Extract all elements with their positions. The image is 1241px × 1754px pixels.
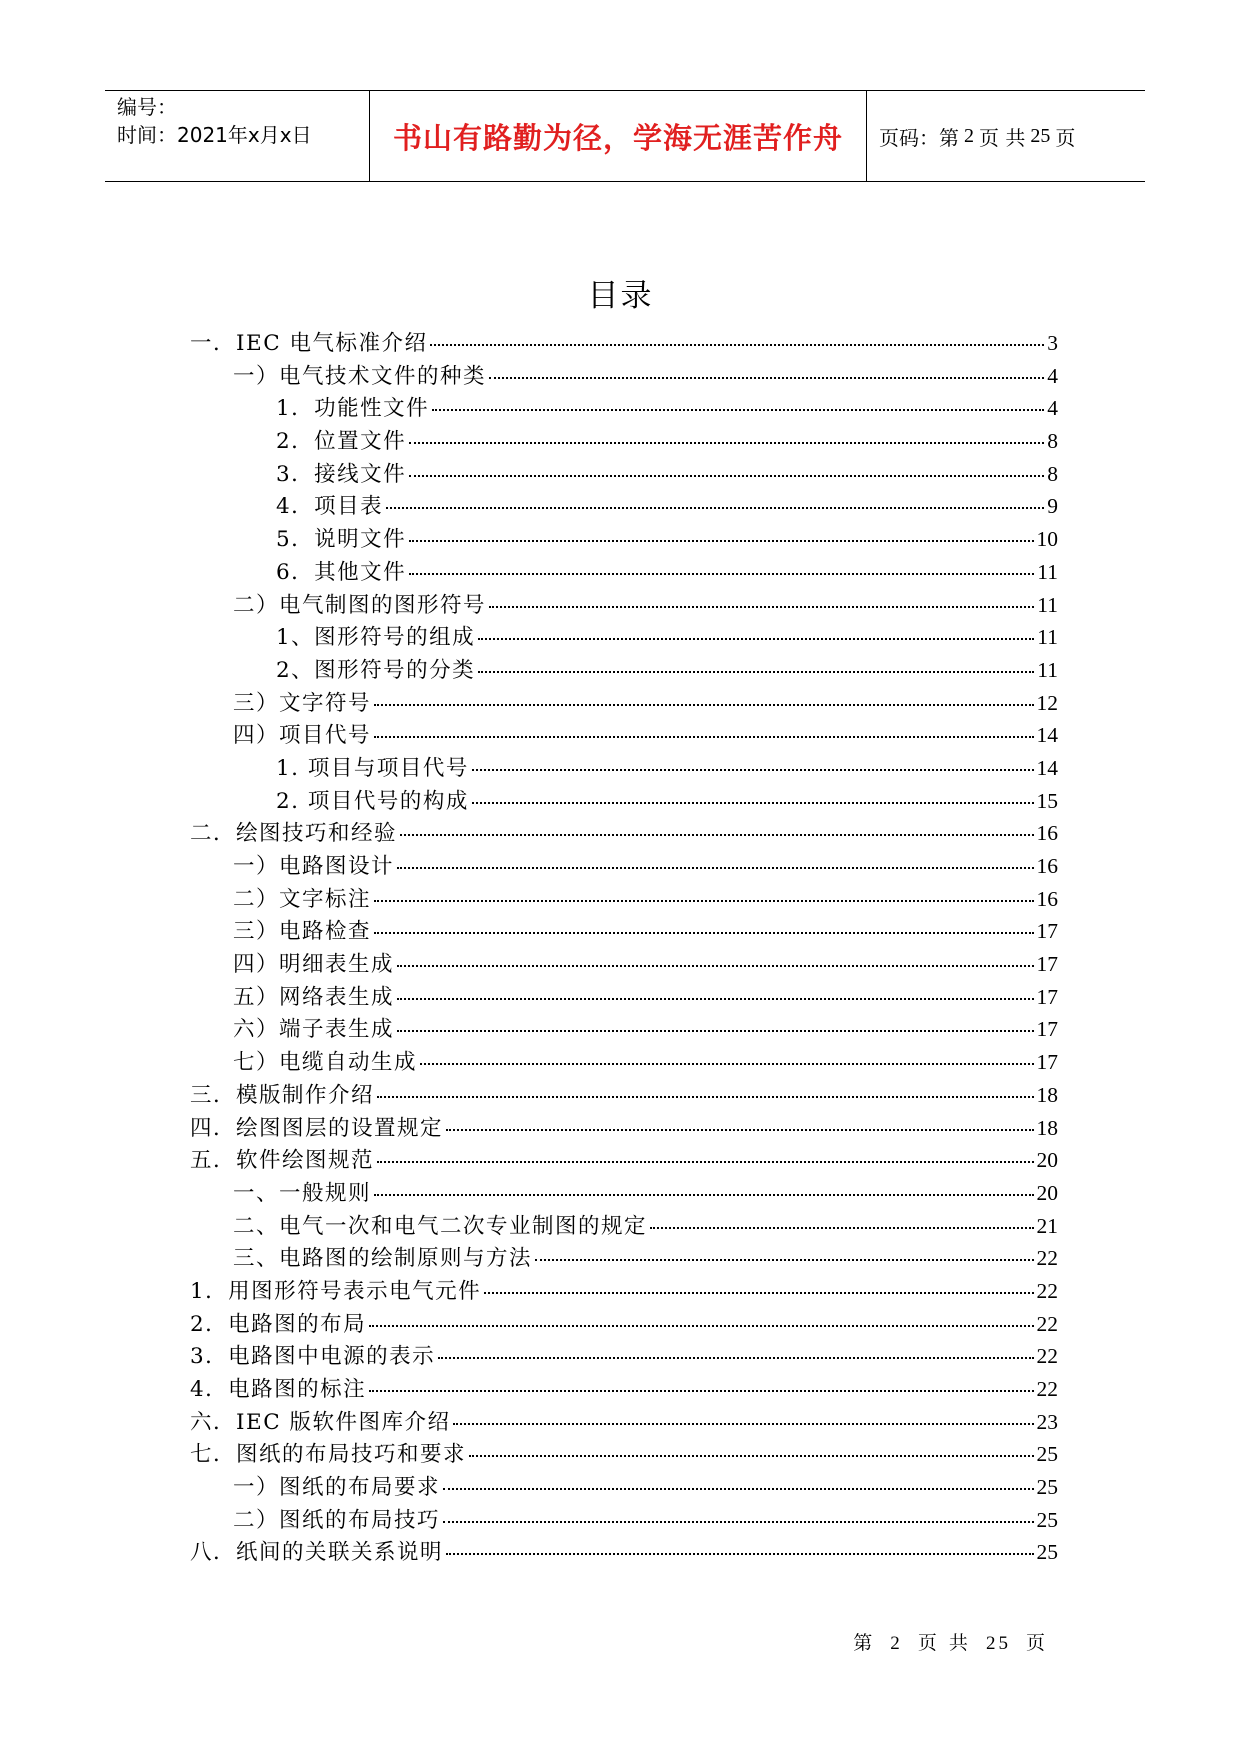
toc-dot-leader [432,409,1044,411]
header-meta [105,91,370,181]
toc-entry[interactable] [190,1503,1058,1536]
toc-dot-leader [409,573,1034,575]
header-page-current: 2 [964,124,974,147]
toc-dot-leader [374,704,1033,706]
toc-entry-page-number: 16 [1036,821,1058,846]
header-page-prefix: 页码：第 [879,125,959,150]
document-time-label: 时间：2021年x月x日 [117,123,312,147]
toc-entry-page-number: 25 [1036,1442,1058,1467]
toc-entry-label: 2、图形符号的分类 [276,657,476,683]
toc-dot-leader [409,475,1044,477]
toc-entry[interactable] [190,1012,1058,1045]
toc-entry-label: 七．图纸的布局技巧和要求 [190,1442,467,1468]
toc-entry[interactable] [190,980,1058,1013]
toc-title: 目录 [587,278,654,314]
toc-entry-label: 二）文字标注 [233,886,372,912]
toc-dot-leader [535,1259,1033,1261]
toc-dot-leader [397,998,1033,1000]
toc-entry-page-number: 17 [1036,1017,1058,1042]
page-footer [853,1628,1048,1655]
toc-dot-leader [377,1161,1033,1163]
toc-entry-page-number: 21 [1036,1213,1058,1238]
toc-entry-label: 六）端子表生成 [233,1017,395,1043]
toc-entry-page-number: 20 [1036,1148,1058,1173]
toc-entry-page-number: 18 [1036,1082,1058,1107]
toc-entry-page-number: 22 [1036,1278,1058,1303]
toc-entry-page-number: 17 [1036,1050,1058,1075]
toc-entry[interactable] [190,849,1058,882]
toc-entry-page-number: 11 [1037,625,1058,650]
toc-dot-leader [377,1096,1033,1098]
toc-entry-label: 2．位置文件 [276,429,407,455]
toc-entry-label: 二、电气一次和电气二次专业制图的规定 [233,1213,648,1239]
toc-entry-page-number: 25 [1036,1540,1058,1565]
toc-entry-page-number: 22 [1036,1311,1058,1336]
toc-dot-leader [409,442,1044,444]
toc-entry[interactable] [190,588,1058,621]
toc-entry-page-number: 10 [1036,527,1058,552]
toc-entry-label: 四）项目代号 [233,723,372,749]
toc-entry-page-number: 3 [1047,331,1058,355]
toc-entry[interactable] [190,555,1058,588]
toc-dot-leader [453,1423,1033,1425]
toc-dot-leader [489,606,1034,608]
toc-dot-leader [374,1194,1033,1196]
toc-entry-label: 4．电路图的标注 [190,1377,367,1402]
toc-entry[interactable] [190,1078,1058,1111]
toc-dot-leader [443,1521,1033,1523]
toc-dot-leader [420,1063,1033,1065]
toc-dot-leader [484,1292,1033,1294]
toc-entry-page-number: 8 [1047,429,1058,454]
toc-entry-page-number: 25 [1036,1507,1058,1532]
toc-entry-page-number: 14 [1036,723,1058,748]
toc-entry-label: 四）明细表生成 [233,952,395,978]
toc-entry[interactable] [190,686,1058,719]
footer-page-suffix: 页 [1025,1632,1048,1654]
toc-entry-label: 3．接线文件 [276,461,407,487]
header-page-total: 25 [1030,124,1051,147]
toc-dot-leader [438,1357,1033,1359]
footer-page-mid: 页 共 [917,1632,971,1654]
toc-dot-leader [374,900,1033,902]
toc-dot-leader [400,834,1033,836]
toc-entry[interactable] [190,947,1058,980]
toc-entry-label: 二）电气制图的图形符号 [233,592,487,618]
toc-dot-leader [650,1227,1033,1229]
toc-entry[interactable] [190,1209,1058,1242]
toc-entry-page-number: 18 [1036,1115,1058,1140]
toc-dot-leader [397,1030,1033,1032]
header-page-suffix: 页 [1055,125,1076,150]
toc-entry-label: 三、电路图的绘制原则与方法 [233,1246,533,1272]
toc-entry[interactable] [190,1405,1058,1438]
toc-entry-label: 一）电路图设计 [233,854,395,879]
toc-dot-leader [369,1390,1033,1392]
toc-entry[interactable] [190,1111,1058,1144]
toc-entry[interactable] [190,1143,1058,1176]
toc-dot-leader [446,1129,1033,1131]
toc-entry-page-number: 17 [1036,952,1058,977]
toc-entry-label: 五．软件绘图规范 [190,1148,375,1174]
toc-dot-leader [374,736,1033,738]
toc-dot-leader [397,965,1033,967]
toc-entry-page-number: 16 [1036,854,1058,878]
toc-entry-label: 5．说明文件 [276,527,407,553]
toc-entry[interactable] [190,326,1058,359]
toc-dot-leader [489,377,1044,379]
toc-entry-label: 4．项目表 [276,494,384,520]
toc-entry[interactable] [190,457,1058,490]
toc-entry-page-number: 22 [1036,1344,1058,1369]
toc-entry-label: 五）网络表生成 [233,984,395,1010]
toc-entry-label: 一）图纸的布局要求 [233,1475,441,1501]
toc-entry-page-number: 16 [1036,886,1058,911]
toc-dot-leader [446,1553,1033,1555]
toc-entry[interactable] [190,1045,1058,1078]
toc-entry-page-number: 23 [1036,1409,1058,1434]
toc-entry-page-number: 17 [1036,984,1058,1009]
toc-entry[interactable] [190,718,1058,751]
toc-entry[interactable] [190,784,1058,817]
toc-entry-label: 一、一般规则 [233,1180,372,1206]
toc-entry-page-number: 15 [1036,788,1058,813]
header-page-mid: 页 共 [979,125,1026,150]
toc-entry-page-number: 22 [1036,1377,1058,1401]
toc-entry-label: 1. 项目与项目代号 [276,755,469,781]
toc-entry[interactable] [190,1535,1058,1568]
toc-entry-page-number: 25 [1036,1475,1058,1500]
toc-entry-label: 三）文字符号 [233,690,372,716]
toc-entry[interactable] [190,914,1058,947]
toc-dot-leader [430,344,1044,346]
toc-entry-label: 四．绘图图层的设置规定 [190,1115,444,1141]
toc-entry[interactable] [190,620,1058,653]
toc-entry-label: 3．电路图中电源的表示 [190,1344,436,1370]
toc-entry-page-number: 17 [1036,919,1058,944]
toc-entry-page-number: 8 [1047,461,1058,486]
toc-entry-label: 1．用图形符号表示电气元件 [190,1278,482,1304]
toc-entry[interactable] [190,751,1058,784]
toc-entry-label: 1、图形符号的组成 [276,625,476,651]
toc-entry[interactable] [190,359,1058,392]
toc-entry-page-number: 11 [1037,657,1058,682]
toc-entry[interactable] [190,391,1058,424]
toc-entry[interactable] [190,1241,1058,1274]
document-code-label: 编号： [117,95,177,119]
toc-dot-leader [397,867,1033,869]
footer-page-prefix: 第 [853,1632,876,1654]
footer-page-current: 2 [890,1633,903,1654]
toc-entry[interactable] [190,1437,1058,1470]
toc-entry[interactable] [190,424,1058,457]
footer-page-total: 25 [985,1633,1011,1654]
toc-entry-page-number: 9 [1047,494,1058,519]
toc-entry-label: 七）电缆自动生成 [233,1050,418,1076]
toc-entry[interactable] [190,1307,1058,1340]
toc-dot-leader [472,802,1034,804]
toc-entry-page-number: 11 [1037,592,1058,617]
toc-dot-leader [469,1455,1033,1457]
toc-dot-leader [386,507,1044,509]
toc-entry[interactable] [190,816,1058,849]
toc-entry[interactable] [190,1176,1058,1209]
header-slogan: 书山有路勤为径，学海无涯苦作舟 [370,91,867,181]
toc-entry-page-number: 14 [1036,755,1058,780]
toc-entry[interactable] [190,882,1058,915]
toc-entry[interactable] [190,1274,1058,1307]
toc-entry-label: 一．IEC 电气标准介绍 [190,331,428,356]
toc-entry-label: 1．功能性文件 [276,396,430,422]
toc-dot-leader [472,769,1034,771]
toc-dot-leader [478,638,1034,640]
toc-entry-page-number: 11 [1037,559,1058,584]
toc-entry-label: 二）图纸的布局技巧 [233,1507,441,1533]
header-page-info [867,91,1145,181]
toc-dot-leader [409,540,1033,542]
toc-entry-label: 八．纸间的关联关系说明 [190,1540,444,1566]
toc-entry-label: 二．绘图技巧和经验 [190,821,398,847]
page-header [105,90,1145,182]
toc-entry-page-number: 22 [1036,1246,1058,1271]
toc-entry-page-number: 4 [1047,396,1058,421]
toc-entry-page-number: 12 [1036,690,1058,715]
toc-entry-label: 2. 项目代号的构成 [276,788,469,814]
toc-dot-leader [478,671,1034,673]
toc-entry-label: 三．模版制作介绍 [190,1082,375,1108]
toc-entry-label: 2．电路图的布局 [190,1311,367,1337]
toc-entry[interactable] [190,522,1058,555]
toc-entry[interactable] [190,1470,1058,1503]
toc-entry-label: 三）电路检查 [233,919,372,945]
toc-entry[interactable] [190,489,1058,522]
toc-entry-label: 六．IEC 版软件图库介绍 [190,1409,451,1435]
toc-dot-leader [443,1488,1033,1490]
toc-entry-page-number: 4 [1047,363,1058,388]
toc-entry[interactable] [190,653,1058,686]
toc-entry[interactable] [190,1339,1058,1372]
toc-dot-leader [369,1325,1033,1327]
toc-entry-label: 一）电气技术文件的种类 [233,363,487,389]
toc-entry-page-number: 20 [1036,1180,1058,1205]
toc-dot-leader [374,932,1033,934]
toc-entry-label: 6．其他文件 [276,559,407,585]
toc-entry[interactable] [190,1372,1058,1405]
table-of-contents [190,326,1058,1568]
